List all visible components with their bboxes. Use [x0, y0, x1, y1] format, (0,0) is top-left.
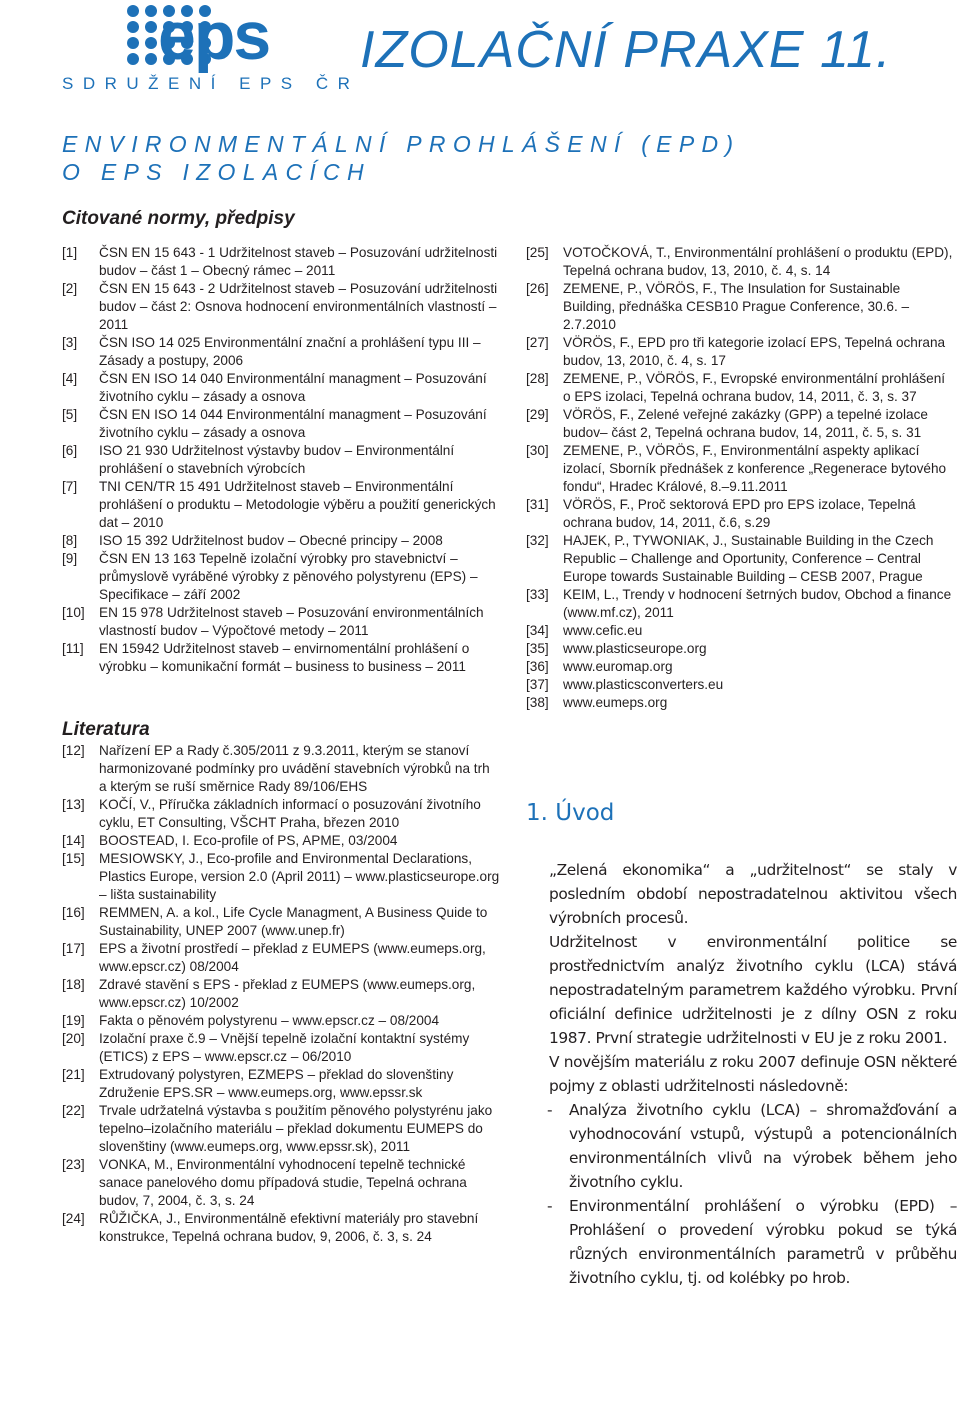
definition-item: - Analýza životního cyklu (LCA) – shromažďování a vyhodnocování vstupů, výstupů a potencionálních environmentálních vlivů na výrobek během jeho životního cyklu. [549, 1098, 957, 1194]
literature-list [62, 742, 500, 1246]
reference-item: [11] EN 15942 Udržitelnost staveb – envirnomentální prohlášení o výrobku – komunikační formát – business to business – 2011 [62, 641, 470, 674]
article-title-line-1: ENVIRONMENTÁLNÍ PROHLÁŠENÍ (EPD) [62, 131, 741, 157]
reference-item: [19] Fakta o pěnovém polystyrenu – www.epscr.cz – 08/2004 [62, 1013, 440, 1028]
reference-item: [22] Trvale udržatelná výstavba s použitím pěnového polystyrénu jako tepelno–izolačního materiálu – překlad dokumentu EUMEPS do slovenštiny (www.eumeps.org, www.epssr.sk), 2011 [62, 1103, 493, 1154]
reference-item: [5] ČSN EN ISO 14 044 Environmentální managment – Posuzování životního cyklu – zásady a osnova [62, 407, 487, 440]
reference-item: [4] ČSN EN ISO 14 040 Environmentální managment – Posuzování životního cyklu – zásady a osnova [62, 371, 487, 404]
bullet-dash: - [547, 1197, 553, 1215]
reference-item: [8] ISO 15 392 Udržitelnost budov – Obecné principy – 2008 [62, 533, 443, 548]
logo-wordmark: eps [158, 0, 270, 74]
reference-item: [28] ZEMENE, P., VÖRÖS, F., Evropské environmentální prohlášení o EPS izolaci, Tepelná ochrana budov, 14, 2011, č. 3, s. 37 [526, 371, 946, 404]
reference-item: [13] KOČÍ, V., Příručka základních informací o posuzování životního cyklu, ET Consulting, VŠCHT Praha, březen 2010 [62, 797, 481, 830]
reference-item: [26] ZEMENE, P., VÖRÖS, F., The Insulation for Sustainable Building, přednáška CESB10 Prague Conference, 30.6. – 2.7.2010 [526, 281, 910, 332]
norms-heading: Citované normy, předpisy [62, 208, 295, 229]
reference-item: [23] VONKA, M., Environmentální vyhodnocení tepelně technické sanace panelového domu případová studie, Tepelná ochrana budov, 7, 2004, č. 3, s. 24 [62, 1157, 467, 1208]
reference-item: [18] Zdravé stavění s EPS - překlad z EUMEPS (www.eumeps.org, www.epscr.cz) 10/2002 [62, 977, 476, 1010]
reference-item: [31] VÖRÖS, F., Proč sektorová EPD pro EPS izolace, Tepelná ochrana budov, 14, 2011, č.6, s.29 [526, 497, 916, 530]
logo-subtitle: SDRUŽENÍ EPS ČR [62, 74, 360, 93]
reference-item: [17] EPS a životní prostředí – překlad z EUMEPS (www.eumeps.org, www.epscr.cz) 08/2004 [62, 941, 486, 974]
reference-item: [37] www.plasticsconverters.eu [526, 677, 724, 692]
reference-item: [21] Extrudovaný polystyren, EZMEPS – překlad do slovenštiny Združenie EPS.SR – www.eumeps.org, www.epssr.sk [62, 1067, 454, 1100]
reference-item: [7] TNI CEN/TR 15 491 Udržitelnost staveb – Environmentální prohlášení o produktu – Metodologie výběru a použití generických dat – 2010 [62, 479, 496, 530]
reference-item: [33] KEIM, L., Trendy v hodnocení šetrných budov, Obchod a finance (www.mf.cz), 2011 [526, 587, 952, 620]
reference-item: [25] VOTOČKOVÁ, T., Environmentální prohlášení o produktu (EPD), Tepelná ochrana budov, 13, 2010, č. 4, s. 14 [526, 245, 953, 278]
norms-list [62, 244, 500, 676]
literature-heading: Literatura [62, 719, 150, 740]
reference-item: [2] ČSN EN 15 643 - 2 Udržitelnost staveb – Posuzování udržitelnosti budov – část 2: Osnova hodnocení environmentálních vlastností – 2011 [62, 281, 498, 332]
definitions-list [549, 1098, 957, 1290]
reference-item: [36] www.euromap.org [526, 659, 673, 674]
reference-item: [29] VÖRÖS, F., Zelené veřejné zakázky (GPP) a tepelné izolace budov– část 2, Tepelná ochrana budov, 14, 2011, č. 5, s. 31 [526, 407, 928, 440]
reference-item: [15] MESIOWSKY, J., Eco-profile and Environmental Declarations, Plastics Europe, version 2.0 (April 2011) – www.plasticseurope.org – lišta sustainability [62, 851, 500, 902]
publication-title: IZOLAČNÍ PRAXE 11. [360, 21, 892, 79]
reference-item: [16] REMMEN, A. a kol., Life Cycle Managment, A Business Quide to Sustainability, UNEP 2007 (www.unep.fr) [62, 905, 488, 938]
reference-item: [30] ZEMENE, P., VÖRÖS, F., Environmentální aspekty aplikací izolací, Sborník přednášek z konference „Regenerace bytového fondu“, Hradec Králové, 8.–9.11.2011 [526, 443, 947, 494]
reference-item: [27] VÖRÖS, F., EPD pro tři kategorie izolací EPS, Tepelná ochrana budov, 13, 2010, č. 4, s. 17 [526, 335, 946, 368]
intro-paragraph: V novějším materiálu z roku 2007 definuje OSN některé pojmy z oblasti udržitelnosti následovně: [549, 1053, 957, 1095]
bullet-dash: - [547, 1101, 553, 1119]
reference-item: [20] Izolační praxe č.9 – Vnější tepelně izolační kontaktní systémy (ETICS) z EPS – www.epscr.cz – 06/2010 [62, 1031, 470, 1064]
intro-heading: 1. Úvod [526, 800, 615, 826]
definition-item: - Environmentální prohlášení o výrobku (EPD) – Prohlášení o provedení výrobku pokud se týká různých environmentálních parametrů v průběhu životního cyklu, tj. od kolébky po hrob. [549, 1194, 957, 1290]
intro-paragraph: „Zelená ekonomika“ a „udržitelnost“ se staly v posledním období nepostradatelnou aktivitou všech výrobních procesů. [549, 861, 957, 927]
reference-item: [24] RŮŽIČKA, J., Environmentálně efektivní materiály pro stavební konstrukce, Tepelná ochrana budov, 9, 2006, č. 3, s. 24 [62, 1211, 479, 1244]
article-title-line-2: O EPS IZOLACÍCH [62, 159, 371, 185]
reference-item: [38] www.eumeps.org [526, 695, 668, 710]
literature-list-continued [526, 244, 956, 712]
reference-item: [12] Nařízení EP a Rady č.305/2011 z 9.3.2011, kterým se stanoví harmonizované podmínky pro uvádění stavebních výrobků na trh a kterým se ruší směrnice Rady 89/106/EHS [62, 743, 490, 794]
reference-item: [32] HAJEK, P., TYWONIAK, J., Sustainable Building in the Czech Republic – Challenge and Oportunity, Conference – Central Europe towards Sustainable Building – CESB 2007, Prague [526, 533, 934, 584]
reference-item: [34] www.cefic.eu [526, 623, 643, 638]
reference-item: [1] ČSN EN 15 643 - 1 Udržitelnost staveb – Posuzování udržitelnosti budov – část 1 – Obecný rámec – 2011 [62, 245, 498, 278]
article-title [62, 130, 740, 186]
reference-item: [9] ČSN EN 13 163 Tepelně izolační výrobky pro stavebnictví – průmyslově vyráběné výrobky z pěnového polystyrenu (EPS) – Specifikace – září 2002 [62, 551, 478, 602]
reference-item: [10] EN 15 978 Udržitelnost staveb – Posuzování environmentálních vlastností budov – Výpočtové metody – 2011 [62, 605, 484, 638]
intro-body [549, 858, 957, 1290]
reference-item: [3] ČSN ISO 14 025 Environmentální znační a prohlášení typu III – Zásady a postupy, 2006 [62, 335, 481, 368]
reference-item: [6] ISO 21 930 Udržitelnost výstavby budov – Environmentální prohlášení o stavebních výrobcích [62, 443, 455, 476]
reference-item: [14] BOOSTEAD, I. Eco-profile of PS, APME, 03/2004 [62, 833, 398, 848]
reference-item: [35] www.plasticseurope.org [526, 641, 707, 656]
intro-paragraph: Udržitelnost v environmentální politice se prostřednictvím analýz životního cyklu (LCA) stává nepostradatelným parametrem každého výrobku. První oficiální definice udržitelnosti je z dílny OSN z roku 1987. První strategie udržitelnosti v EU je z roku 2001. [549, 933, 957, 1047]
